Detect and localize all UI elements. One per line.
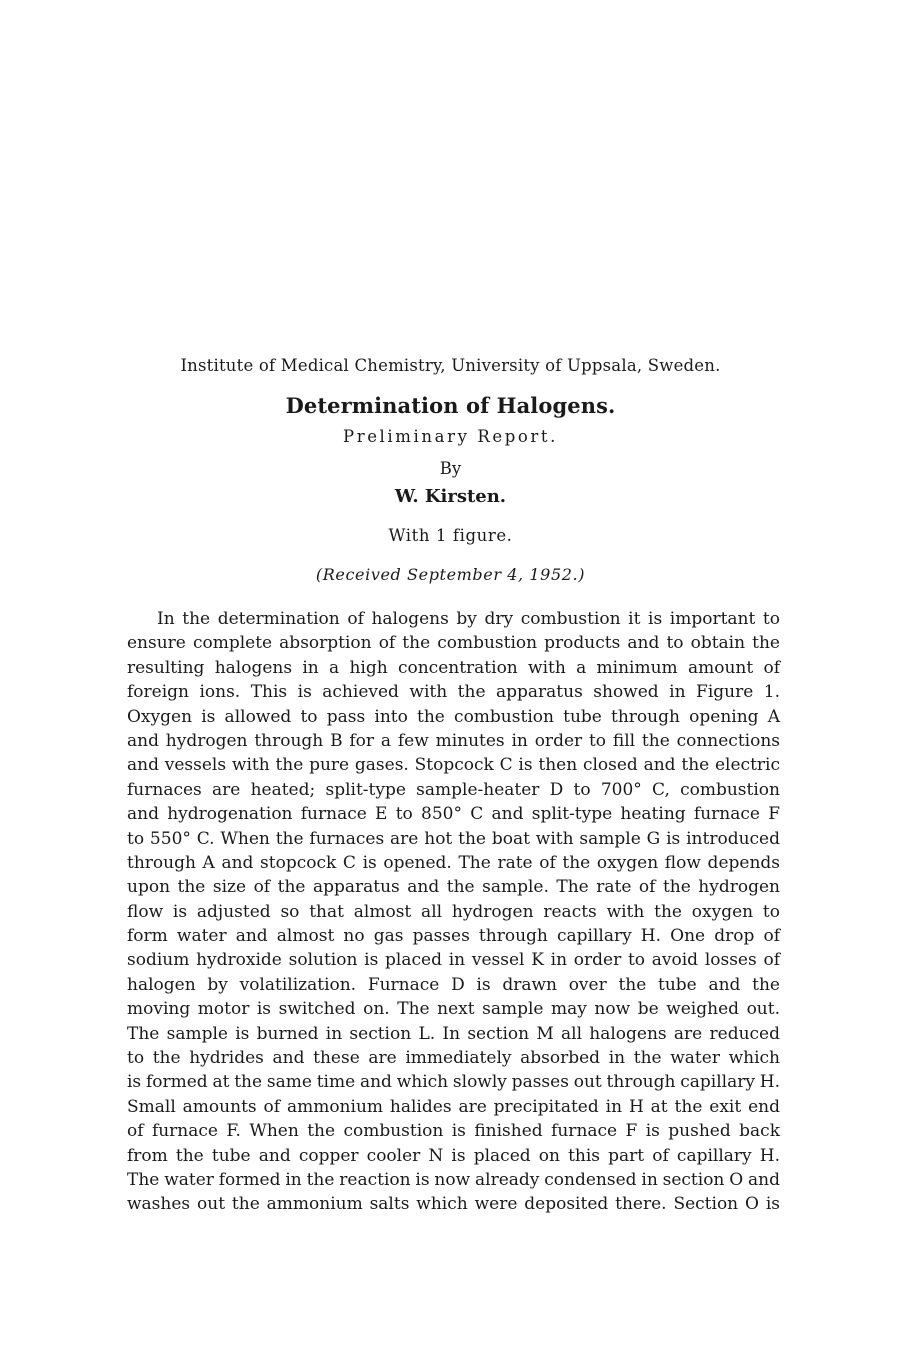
body-line: and hydrogenation furnace E to 850° C and split-type heating furnace F xyxy=(127,804,780,825)
body-line: upon the size of the apparatus and the sample. The rate of the hydrogen xyxy=(127,877,780,898)
body-line: The sample is burned in section L. In section M all halogens are reduced xyxy=(127,1023,780,1044)
body-line: to 550° C. When the furnaces are hot the boat with sample G is introduced xyxy=(127,828,780,849)
body-line: ensure complete absorption of the combustion products and to obtain the xyxy=(127,633,780,654)
institute-line: Institute of Medical Chemistry, University of Uppsala, Sweden. xyxy=(180,356,721,375)
body-line: moving motor is switched on. The next sample may now be weighed out. xyxy=(127,999,780,1020)
body-paragraph xyxy=(127,607,780,1217)
body-line: washes out the ammonium salts which were deposited there. Section O is xyxy=(127,1194,780,1215)
body-line: resulting halogens in a high concentration with a minimum amount of xyxy=(127,657,780,678)
body-line: foreign ions. This is achieved with the apparatus showed in Figure 1. xyxy=(127,682,780,703)
received-date: (Received September 4, 1952.) xyxy=(315,565,586,584)
body-line: and hydrogen through B for a few minutes in order to fill the connections xyxy=(127,730,780,751)
figure-note: With 1 figure. xyxy=(388,526,513,545)
body-line: through A and stopcock C is opened. The rate of the oxygen flow depends xyxy=(127,852,780,873)
article-title: Determination of Halogens. xyxy=(285,393,616,418)
byline-label: By xyxy=(439,459,462,478)
body-line: to the hydrides and these are immediately absorbed in the water which xyxy=(127,1048,780,1069)
body-line: is formed at the same time and which slowly passes out through capillary H. xyxy=(127,1072,780,1093)
author-name: W. Kirsten. xyxy=(394,486,507,507)
body-line: and vessels with the pure gases. Stopcock C is then closed and the electric xyxy=(127,755,780,776)
article-subtitle: Preliminary Report. xyxy=(343,427,558,446)
body-line: Small amounts of ammonium halides are precipitated in H at the exit end xyxy=(127,1096,780,1117)
body-line: Oxygen is allowed to pass into the combustion tube through opening A xyxy=(127,706,780,727)
body-line: The water formed in the reaction is now already condensed in section O and xyxy=(127,1169,780,1190)
body-line: form water and almost no gas passes through capillary H. One drop of xyxy=(127,926,780,947)
body-line: flow is adjusted so that almost all hydrogen reacts with the oxygen to xyxy=(127,901,780,922)
body-line: sodium hydroxide solution is placed in vessel K in order to avoid losses of xyxy=(127,950,780,971)
body-line: In the determination of halogens by dry combustion it is important to xyxy=(157,609,780,629)
body-line: of furnace F. When the combustion is finished furnace F is pushed back xyxy=(127,1121,780,1142)
body-line: from the tube and copper cooler N is placed on this part of capillary H. xyxy=(127,1145,780,1166)
body-line: halogen by volatilization. Furnace D is drawn over the tube and the xyxy=(127,974,780,995)
body-line: furnaces are heated; split-type sample-heater D to 700° C, combustion xyxy=(127,779,780,800)
